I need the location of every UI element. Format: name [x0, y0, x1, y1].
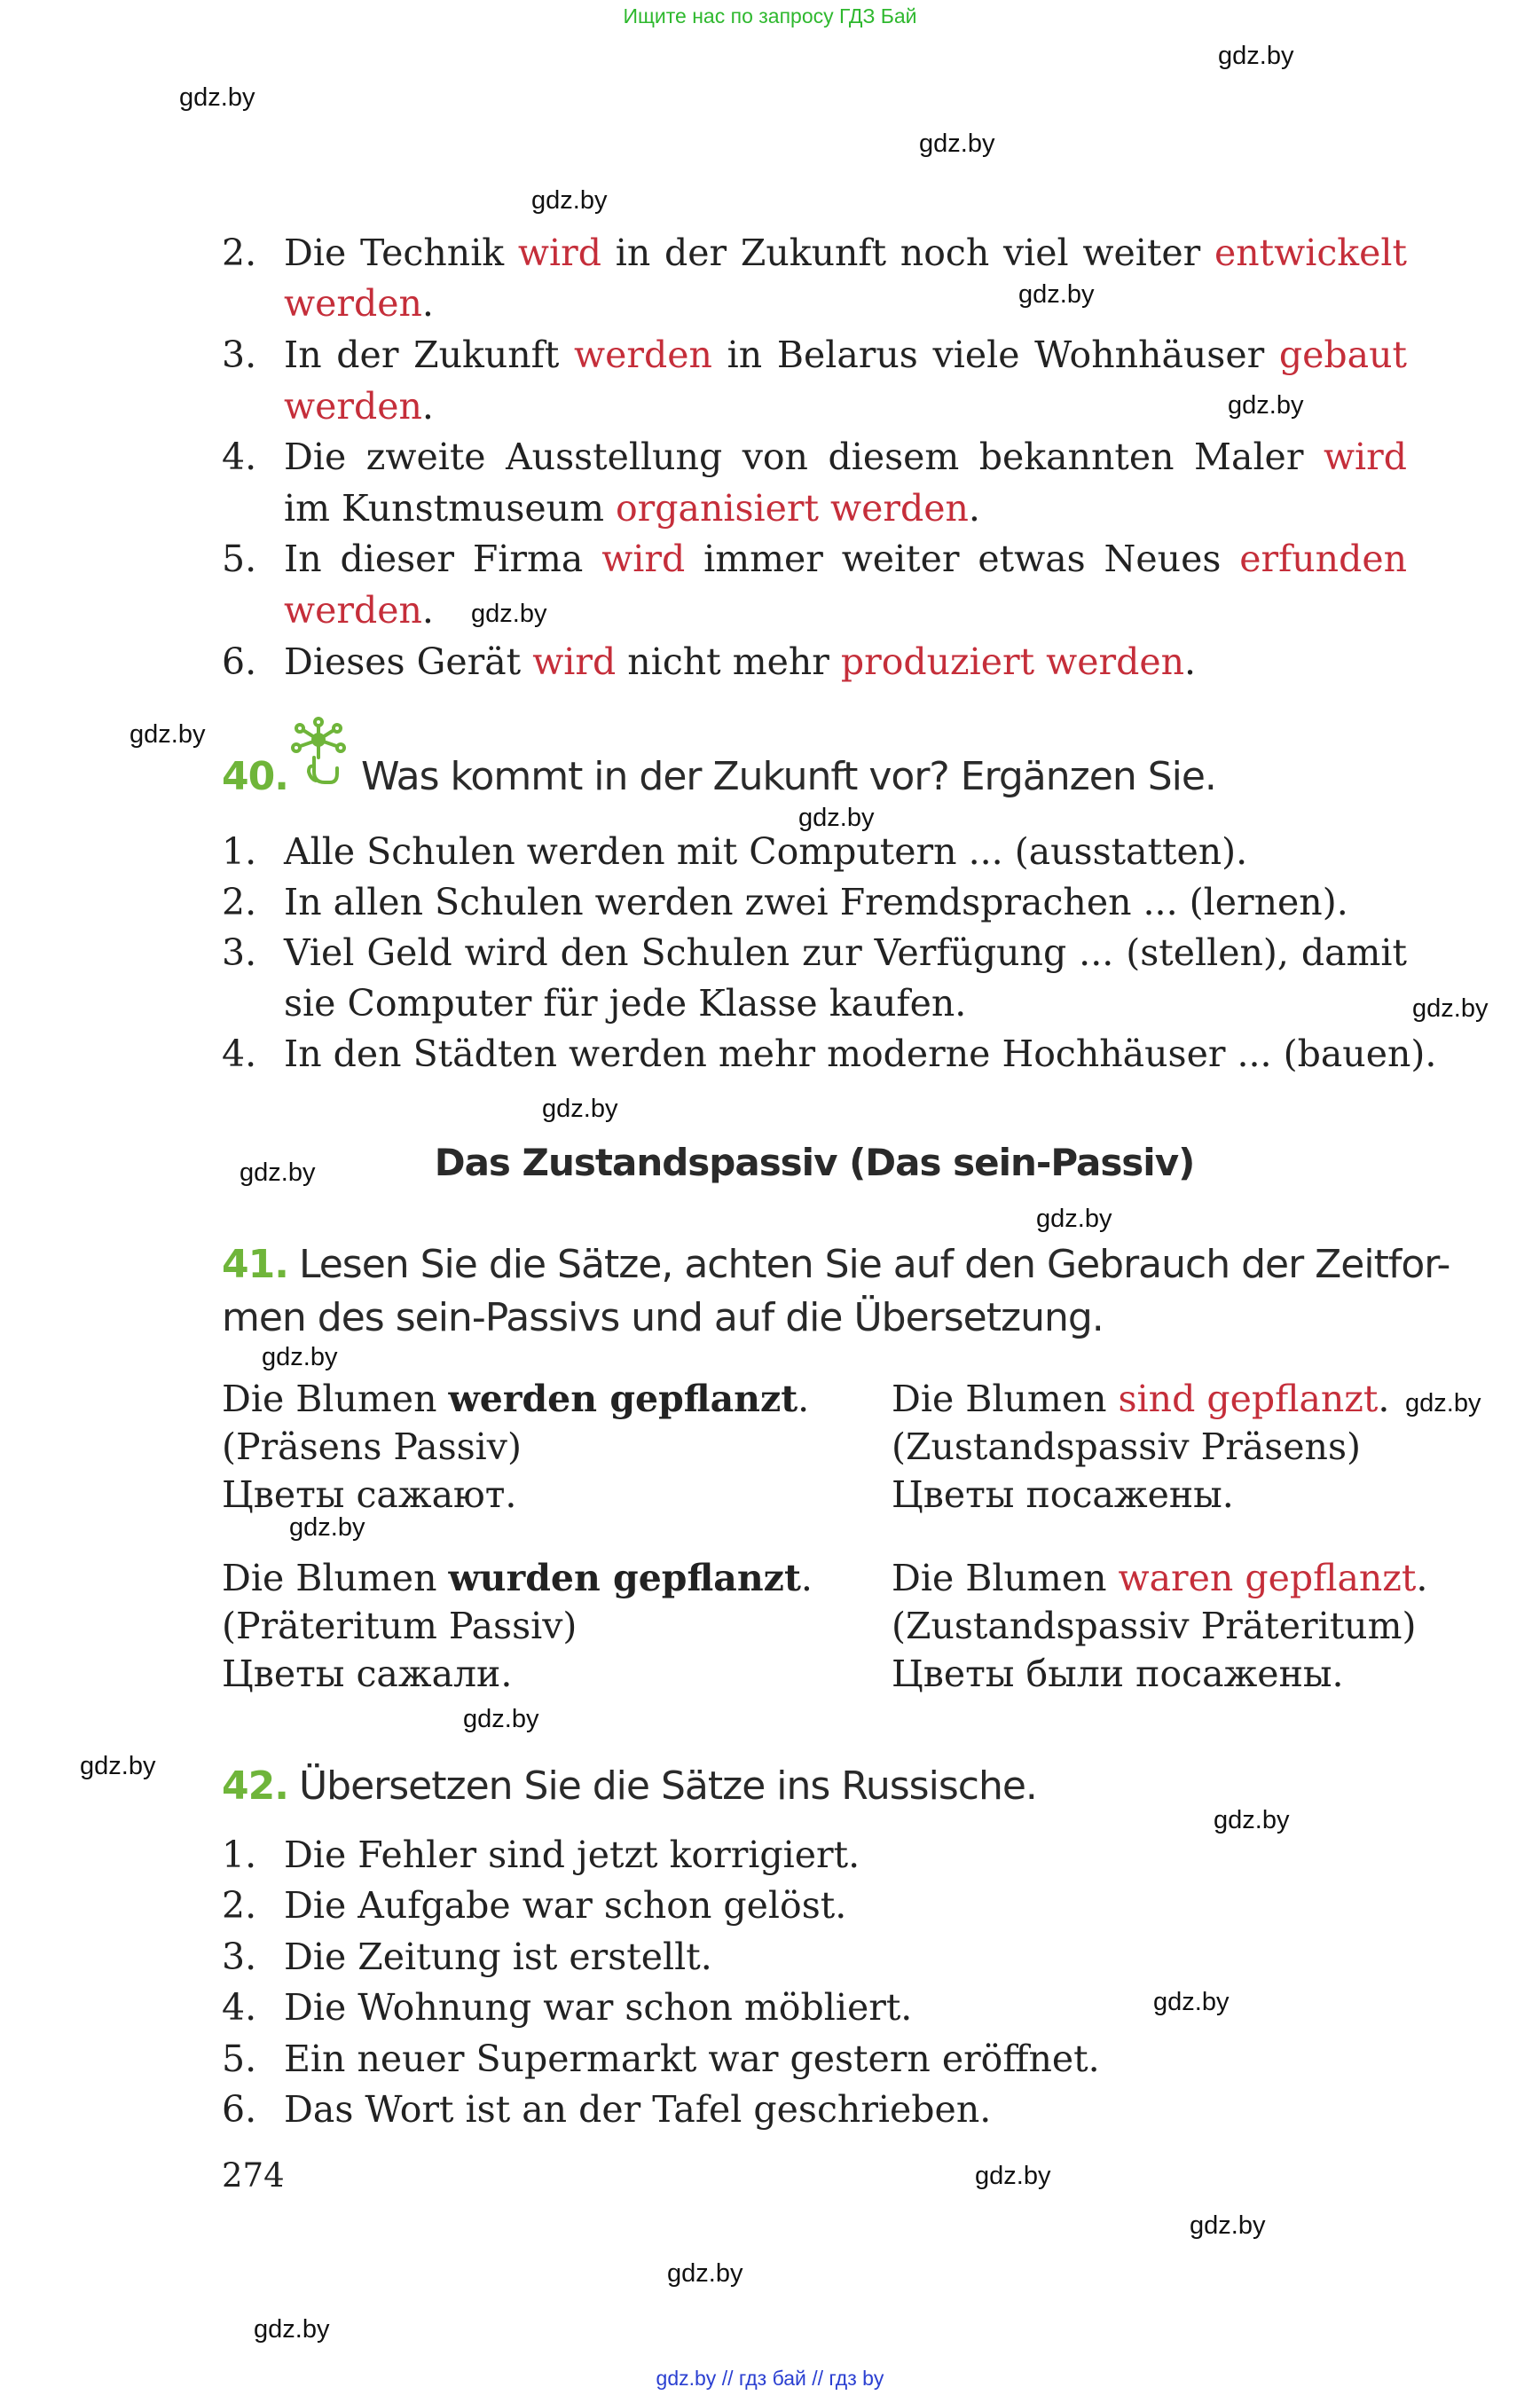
example-block-zustandspassiv-preterite: Die Blumen waren gepflanzt. (Zustandspassiv Präteritum) Цветы были посажены. [892, 1554, 1427, 1698]
watermark: gdz.by [463, 1705, 539, 1733]
example-text: Die Blumen [892, 1378, 1119, 1420]
text-segment: in der Zukunft noch viel weiter [601, 232, 1214, 274]
verb-highlight: entwickelt [1214, 232, 1407, 274]
watermark: gdz.by [919, 130, 995, 158]
item-text [284, 228, 1407, 278]
verb-highlight: wird [601, 538, 686, 580]
item-text: Die Fehler sind jetzt korrigiert. [284, 1834, 860, 1876]
item-number: 5. [222, 538, 257, 580]
watermark: gdz.by [130, 720, 206, 749]
watermark: gdz.by [1190, 2211, 1266, 2240]
example-text: Die Blumen [222, 1378, 449, 1420]
exercise-title: Übersetzen Sie die Sätze ins Russische. [298, 1763, 1037, 1809]
example-verb: sind gepflanzt [1118, 1378, 1379, 1420]
watermark: gdz.by [531, 186, 608, 215]
example-text: Die Blumen [222, 1557, 449, 1599]
watermark: gdz.by [289, 1513, 365, 1542]
item-text [284, 282, 434, 325]
example-verb: werden gepflanzt [448, 1378, 798, 1420]
grammar-label: (Zustandspassiv Präsens) [892, 1425, 1361, 1468]
item-number: 3. [222, 931, 257, 974]
watermark: gdz.by [254, 2315, 330, 2344]
watermark: gdz.by [179, 83, 255, 112]
translation: Цветы сажали. [222, 1653, 513, 1695]
item-text: Viel Geld wird den Schulen zur Verfügung ... (stellen), damit [284, 931, 1407, 974]
watermark: gdz.by [542, 1095, 618, 1123]
list-item [222, 432, 1407, 482]
verb-highlight: organisiert werden [616, 487, 969, 530]
list-item [222, 928, 1407, 978]
text-segment: Die Technik [284, 232, 518, 274]
item-number: 6. [222, 2088, 257, 2131]
item-number: 2. [222, 881, 257, 923]
text-segment: . [421, 282, 434, 325]
item-number: 5. [222, 2038, 257, 2080]
item-number: 4. [222, 1986, 257, 2029]
exercise-title: Was kommt in der Zukunft vor? Ergänzen Sie. [360, 754, 1216, 799]
example-verb: waren gepflanzt [1118, 1557, 1417, 1599]
text-segment: . [1184, 640, 1197, 683]
item-text: In allen Schulen werden zwei Fremdsprachen ... (lernen). [284, 881, 1348, 923]
verb-highlight: werden [284, 385, 422, 428]
item-text: Alle Schulen werden mit Computern ... (ausstatten). [284, 830, 1248, 873]
example-block-zustandspassiv-present: Die Blumen sind gepflanzt. (Zustandspassiv Präsens) Цветы посажены. [892, 1375, 1389, 1519]
item-text [284, 385, 434, 428]
verb-highlight: gebaut [1278, 334, 1407, 376]
page-number: 274 [222, 2156, 285, 2195]
example-block-preterite-passive: Die Blumen wurden gepflanzt. (Präteritum Passiv) Цветы сажали. [222, 1554, 813, 1698]
watermark: gdz.by [1405, 1389, 1481, 1417]
exercise-41-heading-line2 [222, 1292, 1104, 1345]
text-segment: nicht mehr [616, 640, 841, 683]
verb-highlight: werden [284, 282, 422, 325]
verb-highlight: wird [517, 232, 601, 274]
text-segment: . [421, 589, 434, 632]
watermark: gdz.by [798, 804, 875, 832]
list-item [222, 1932, 712, 1982]
item-text [284, 534, 1407, 584]
item-number: 3. [222, 334, 257, 376]
watermark: gdz.by [80, 1752, 156, 1780]
exercise-number: 41. [222, 1242, 288, 1287]
list-item [222, 2085, 991, 2134]
verb-highlight: wird [532, 640, 617, 683]
list-item [222, 381, 434, 431]
item-text: Die Zeitung ist erstellt. [284, 1936, 712, 1978]
item-text: sie Computer für jede Klasse kaufen. [284, 982, 967, 1025]
list-item [222, 2034, 1100, 2084]
list-item [222, 827, 1247, 876]
text-segment: immer weiter etwas Neues [685, 538, 1240, 580]
verb-highlight: wird [1323, 436, 1407, 478]
verb-highlight: werden [284, 589, 422, 632]
exercise-40-heading [222, 750, 1216, 804]
verb-highlight: werden [574, 334, 712, 376]
top-banner[interactable]: Ищите нас по запросу ГДЗ Бай [623, 4, 917, 27]
item-number: 3. [222, 1936, 257, 1978]
example-verb: wurden gepflanzt [448, 1557, 801, 1599]
exercise-number: 40. [222, 754, 288, 799]
example-text: Die Blumen [892, 1557, 1119, 1599]
example-block-present-passive: Die Blumen werden gepflanzt. (Präsens Passiv) Цветы сажают. [222, 1375, 809, 1519]
list-item [222, 1983, 912, 2032]
text-segment: In der Zukunft [284, 334, 575, 376]
grammar-label: (Präteritum Passiv) [222, 1605, 578, 1647]
watermark: gdz.by [1218, 42, 1294, 70]
watermark: gdz.by [1153, 1988, 1230, 2016]
list-item [222, 637, 1196, 687]
item-number: 1. [222, 1834, 257, 1876]
item-text: In den Städten werden mehr moderne Hochhäuser ... (bauen). [284, 1033, 1437, 1075]
item-number: 4. [222, 1033, 257, 1075]
item-text [284, 640, 1196, 683]
watermark: gdz.by [240, 1158, 316, 1187]
item-text [284, 589, 434, 632]
section-title: Das Zustandspassiv (Das sein-Passiv) [434, 1141, 1195, 1184]
exercise-number: 42. [222, 1763, 288, 1809]
translation: Цветы посажены. [892, 1473, 1234, 1516]
exercise-42-heading [222, 1760, 1037, 1813]
grammar-label: (Präsens Passiv) [222, 1425, 522, 1468]
item-text [284, 432, 1407, 482]
text-segment: In dieser Firma [284, 538, 602, 580]
list-item [222, 483, 980, 533]
exercise-title-line1: Lesen Sie die Sätze, achten Sie auf den Gebrauch der Zeitfor- [298, 1242, 1450, 1287]
item-text: Ein neuer Supermarkt war gestern eröffnet. [284, 2038, 1100, 2080]
text-segment: Dieses Gerät [284, 640, 533, 683]
list-item [222, 1881, 846, 1930]
item-number: 2. [222, 1884, 257, 1927]
text-segment: Die zweite Ausstellung von diesem bekannten Maler [284, 436, 1324, 478]
list-item [222, 330, 1407, 380]
translation: Цветы сажают. [222, 1473, 517, 1516]
translation: Цветы были посажены. [892, 1653, 1344, 1695]
text-segment: im Kunstmuseum [284, 487, 616, 530]
item-text: Das Wort ist an der Tafel geschrieben. [284, 2088, 992, 2131]
grammar-label: (Zustandspassiv Präteritum) [892, 1605, 1417, 1647]
item-text: Die Wohnung war schon möbliert. [284, 1986, 913, 2029]
list-item [222, 585, 434, 635]
watermark: gdz.by [471, 600, 547, 628]
exercise-title-line2: men des sein-Passivs und auf die Übersetzung. [222, 1295, 1104, 1340]
watermark: gdz.by [1036, 1205, 1112, 1233]
list-item [222, 534, 1407, 584]
verb-highlight: erfunden [1239, 538, 1407, 580]
item-text: Die Aufgabe war schon gelöst. [284, 1884, 847, 1927]
item-number: 1. [222, 830, 257, 873]
item-text [284, 330, 1407, 380]
watermark: gdz.by [1412, 994, 1489, 1023]
watermark: gdz.by [1214, 1806, 1290, 1834]
list-item [222, 877, 1348, 927]
item-number: 4. [222, 436, 257, 478]
text-segment: . [421, 385, 434, 428]
watermark: gdz.by [667, 2259, 743, 2288]
watermark: gdz.by [1018, 280, 1095, 309]
list-item [222, 228, 1407, 278]
list-item [222, 978, 966, 1028]
item-number: 6. [222, 640, 257, 683]
bottom-banner[interactable]: gdz.by // гдз бай // гдз by [656, 2367, 884, 2390]
exercise-41-heading [222, 1238, 1450, 1292]
watermark: gdz.by [975, 2162, 1051, 2190]
list-item [222, 1830, 860, 1880]
item-text [284, 487, 980, 530]
list-item [222, 1029, 1436, 1079]
item-number: 2. [222, 232, 257, 274]
text-segment: in Belarus viele Wohnhäuser [711, 334, 1279, 376]
watermark: gdz.by [1228, 391, 1304, 420]
watermark: gdz.by [262, 1343, 338, 1371]
verb-highlight: produziert werden [840, 640, 1185, 683]
list-item [222, 279, 434, 328]
text-segment: . [968, 487, 980, 530]
